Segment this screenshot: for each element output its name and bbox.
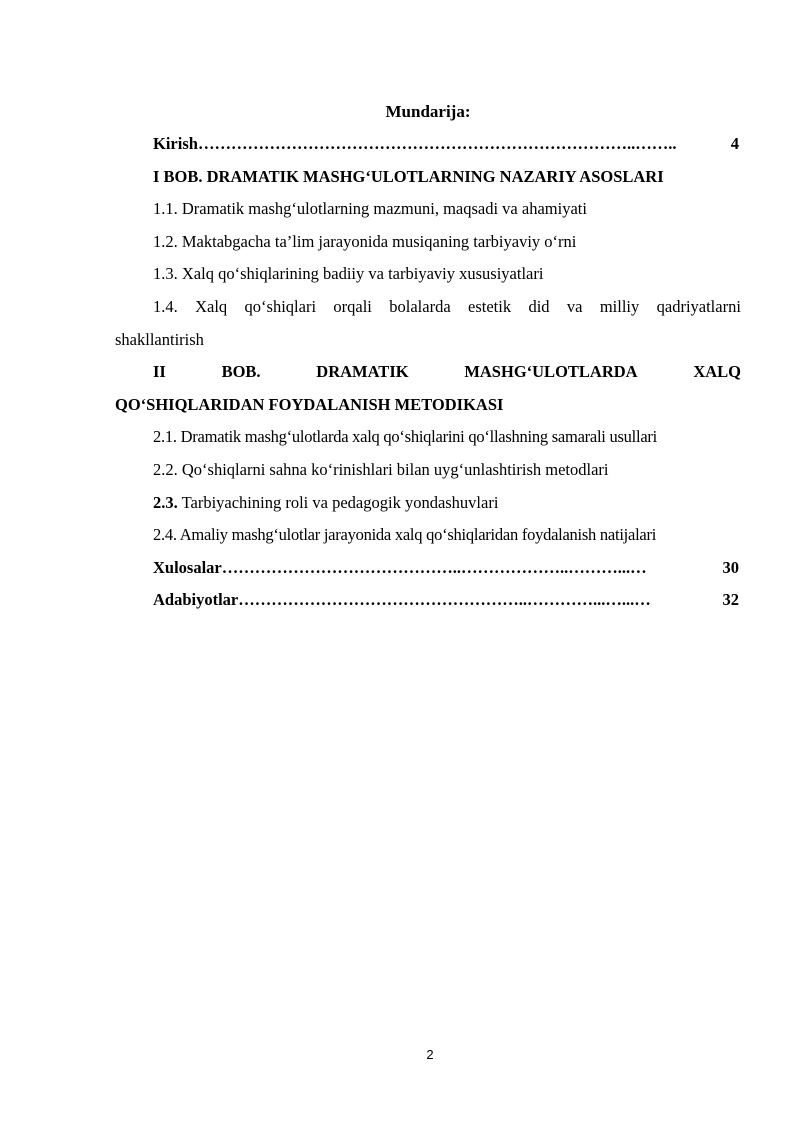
document-page <box>115 100 741 617</box>
toc-section-1-4-line2: shakllantirish <box>115 329 204 349</box>
toc-entry-intro <box>115 128 741 161</box>
word: orqali <box>333 296 372 316</box>
toc-leader-dots: ……………………………………………..…………...…...… <box>238 590 651 610</box>
word: va <box>566 296 583 316</box>
toc-chapter-2 <box>115 356 741 421</box>
word: DRAMATIK <box>316 362 409 382</box>
page-number: 2 <box>426 1047 434 1062</box>
toc-section-2-3 <box>115 487 741 520</box>
word: II <box>153 362 166 382</box>
toc-entry-label: Adabiyotlar <box>153 590 239 610</box>
toc-section-2-2: 2.2. Qo‘shiqlarni sahna ko‘rinishlari bilan uyg‘unlashtirish metodlari <box>153 459 609 479</box>
word: MASHG‘ULOTLARDA <box>464 362 638 382</box>
toc-chapter-1: I BOB. DRAMATIK MASHG‘ULOTLARNING NAZARIY ASOSLARI <box>153 166 664 186</box>
toc-section-1-2: 1.2. Maktabgacha ta’lim jarayonida musiqaning tarbiyaviy o‘rni <box>153 231 577 251</box>
toc-page-number: 4 <box>730 134 739 153</box>
toc-section-2-1: 2.1. Dramatik mashg‘ulotlarda xalq qo‘shiqlarini qo‘llashning samarali usullari <box>153 427 658 447</box>
toc-leader-dots: ……………………………………………………………………..…….. <box>197 134 677 153</box>
toc-page-number: 30 <box>722 557 739 577</box>
toc-section-1-4 <box>115 291 741 356</box>
toc-section-2-4: 2.4. Amaliy mashg‘ulotlar jarayonida xalq qo‘shiqlaridan foydalanish natijalari <box>153 525 657 545</box>
word: Xalq <box>195 296 228 316</box>
word: did <box>528 296 550 316</box>
toc-chapter-2-line2: QO‘SHIQLARIDAN FOYDALANISH METODIKASI <box>115 394 504 414</box>
toc-leader-dots: ……………………………………..………………..………...… <box>221 557 647 577</box>
word: estetik <box>468 296 512 316</box>
section-number: 2.3. <box>153 492 178 512</box>
toc-entry-conclusion <box>115 552 741 585</box>
toc-section-1-4-line1 <box>115 291 741 324</box>
toc-entry-label: Xulosalar <box>153 557 222 577</box>
toc-entry-references <box>115 584 741 617</box>
word: BOB. <box>221 362 261 382</box>
word: milliy <box>599 296 640 316</box>
word: qadriyatlarni <box>656 296 741 316</box>
word: bolalarda <box>389 296 451 316</box>
toc-entry-label: Kirish <box>153 134 198 153</box>
toc-section-1-3: 1.3. Xalq qo‘shiqlarining badiiy va tarbiyaviy xususiyatlari <box>153 264 544 284</box>
word: XALQ <box>693 362 741 382</box>
toc-section-1-1: 1.1. Dramatik mashg‘ulotlarning mazmuni, maqsadi va ahamiyati <box>153 199 587 219</box>
section-text: Tarbiyachining roli va pedagogik yondashuvlari <box>177 492 499 512</box>
toc-page-number: 32 <box>722 590 739 610</box>
word: qo‘shiqlari <box>244 296 317 316</box>
toc-title: Mundarija: <box>385 102 471 121</box>
word: 1.4. <box>153 296 178 316</box>
toc-chapter-2-line1 <box>115 356 741 389</box>
